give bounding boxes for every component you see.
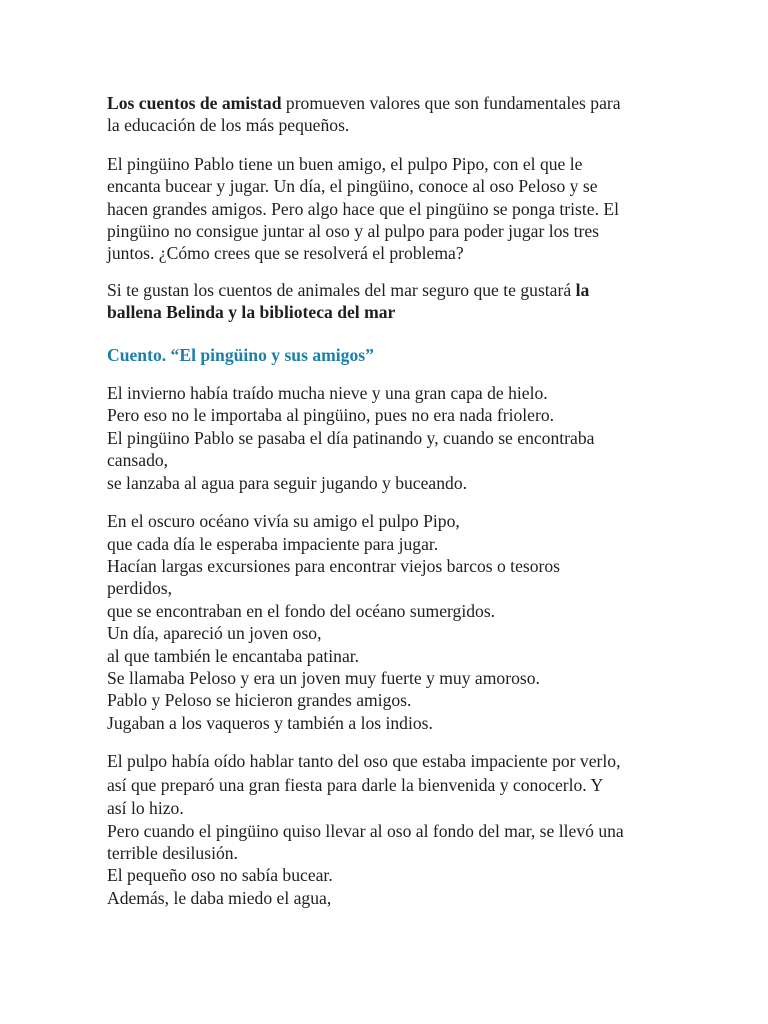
story-stanza-3 bbox=[107, 749, 667, 909]
recommendation-paragraph bbox=[107, 279, 667, 324]
recommendation-line-1 bbox=[107, 279, 667, 301]
recommendation-link-start[interactable]: la bbox=[575, 279, 590, 300]
synopsis-line: juntos. ¿Cómo crees que se resolverá el problema? bbox=[107, 243, 464, 264]
recommendation-text: Si te gustan los cuentos de animales del mar seguro que te gustará bbox=[107, 279, 576, 300]
story-line: El invierno había traído mucha nieve y una gran capa de hielo. bbox=[107, 383, 548, 404]
synopsis-line: El pingüino Pablo tiene un buen amigo, el pulpo Pipo, con el que le bbox=[107, 153, 583, 174]
synopsis-paragraph bbox=[107, 153, 667, 265]
story-line: terrible desilusión. bbox=[107, 842, 238, 863]
synopsis-line: pingüino no consigue juntar al oso y al pulpo para poder jugar los tres bbox=[107, 221, 600, 242]
intro-paragraph bbox=[107, 92, 667, 137]
story-line: Pero eso no le importaba al pingüino, pues no era nada friolero. bbox=[107, 405, 555, 426]
story-line: al que también le encantaba patinar. bbox=[107, 645, 360, 666]
story-line: así lo hizo. bbox=[107, 798, 184, 819]
story-line: que se encontraban en el fondo del océano sumergidos. bbox=[107, 600, 496, 621]
synopsis-line: encanta bucear y jugar. Un día, el pingüino, conoce al oso Peloso y se bbox=[107, 176, 598, 197]
story-line: Pero cuando el pingüino quiso llevar al oso al fondo del mar, se llevó una bbox=[107, 820, 624, 841]
story-line: perdidos, bbox=[107, 578, 172, 599]
story-line: se lanzaba al agua para seguir jugando y buceando. bbox=[107, 472, 468, 493]
story-line: Hacían largas excursiones para encontrar viejos barcos o tesoros bbox=[107, 555, 561, 576]
story-line: Además, le daba miedo el agua, bbox=[107, 887, 332, 908]
document-page bbox=[107, 92, 667, 925]
intro-line-2: la educación de los más pequeños. bbox=[107, 115, 350, 136]
story-line: El pulpo había oído hablar tanto del oso que estaba impaciente por verlo, bbox=[107, 751, 621, 772]
intro-line-1 bbox=[107, 92, 667, 114]
story-line: Un día, apareció un joven oso, bbox=[107, 623, 322, 644]
story-stanza-2 bbox=[107, 510, 667, 734]
story-line: Se llamaba Peloso y era un joven muy fuerte y muy amoroso. bbox=[107, 667, 540, 688]
synopsis-line: hacen grandes amigos. Pero algo hace que el pingüino se ponga triste. El bbox=[107, 198, 620, 219]
story-line: El pequeño oso no sabía bucear. bbox=[107, 865, 333, 886]
story-stanza-1 bbox=[107, 382, 667, 494]
story-line: Jugaban a los vaqueros y también a los indios. bbox=[107, 712, 433, 733]
recommendation-link-end[interactable]: ballena Belinda y la biblioteca del mar bbox=[107, 302, 396, 323]
story-line: así que preparó una gran fiesta para darle la bienvenida y conocerlo. Y bbox=[107, 775, 604, 796]
intro-rest: promueven valores que son fundamentales para bbox=[281, 93, 621, 113]
story-heading: Cuento. “El pingüino y sus amigos” bbox=[107, 344, 374, 365]
story-line: En el oscuro océano vivía su amigo el pulpo Pipo, bbox=[107, 511, 460, 532]
story-line: Pablo y Peloso se hicieron grandes amigos. bbox=[107, 690, 412, 711]
story-line: que cada día le esperaba impaciente para jugar. bbox=[107, 533, 439, 554]
story-line: cansado, bbox=[107, 450, 169, 471]
intro-bold-phrase: Los cuentos de amistad bbox=[107, 93, 282, 113]
story-line: El pingüino Pablo se pasaba el día patinando y, cuando se encontraba bbox=[107, 427, 595, 448]
